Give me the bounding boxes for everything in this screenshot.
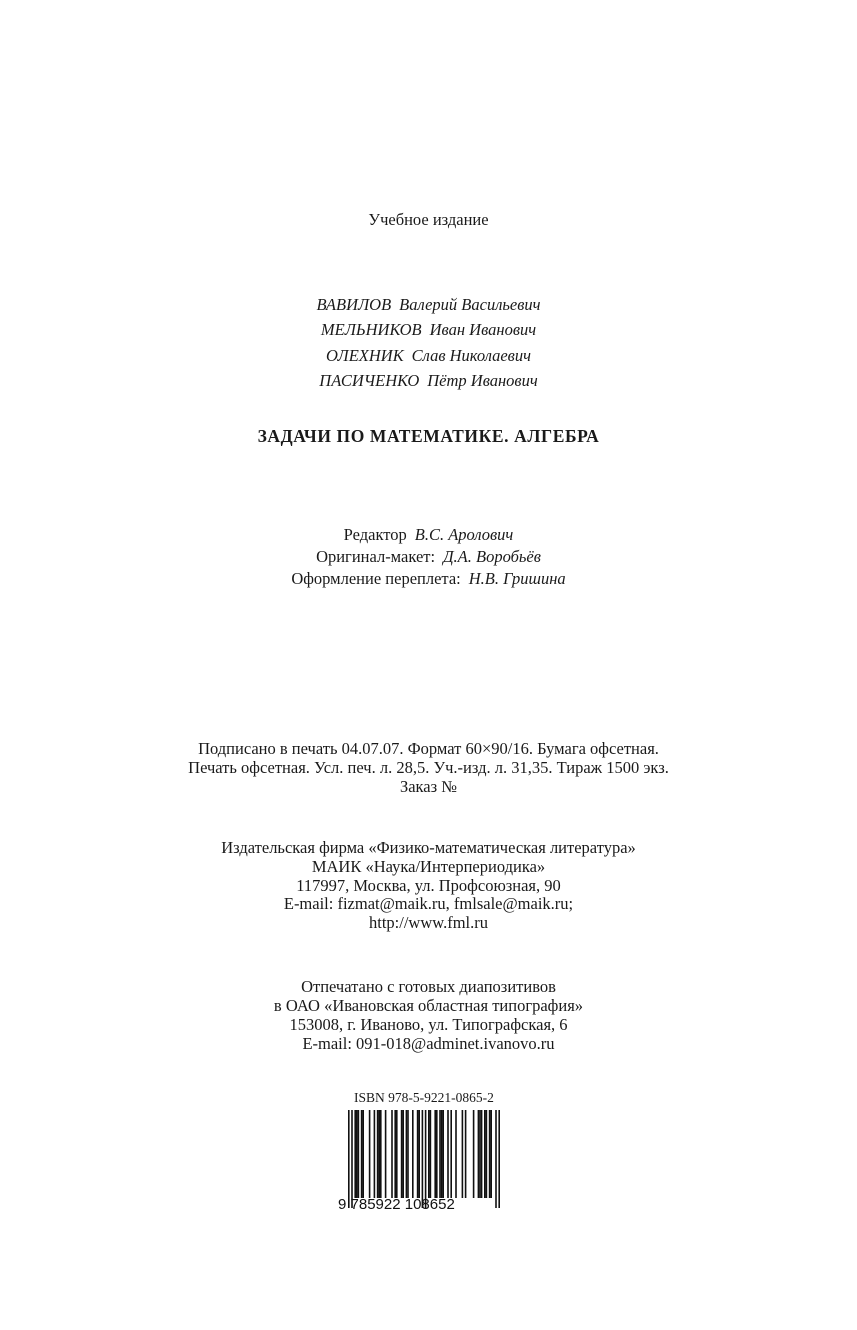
barcode-bar	[495, 1110, 497, 1208]
credit-line	[0, 547, 857, 567]
printer-line: Отпечатано с готовых диапозитивов	[301, 977, 556, 996]
author-name: Валерий Васильевич	[399, 295, 541, 314]
barcode-bar	[417, 1110, 419, 1198]
barcode-bar	[354, 1110, 356, 1198]
barcode-bar	[425, 1110, 427, 1208]
author-line	[0, 371, 857, 391]
printer-line: в ОАО «Ивановская областная типография»	[273, 996, 584, 1015]
barcode-bar	[385, 1110, 387, 1198]
isbn-label: ISBN 978-5-9221-0865-2	[354, 1090, 494, 1105]
author-surname: ОЛЕХНИК	[326, 346, 404, 365]
edition-type: Учебное издание	[368, 210, 489, 229]
barcode-bar	[351, 1110, 353, 1208]
barcode-bar	[362, 1110, 364, 1198]
barcode-bar	[396, 1110, 398, 1198]
barcode-bar	[473, 1110, 475, 1198]
barcode-bar	[428, 1110, 430, 1198]
book-title: ЗАДАЧИ ПО МАТЕМАТИКЕ. АЛГЕБРА	[257, 426, 600, 446]
printer-email: E-mail: 091-018@adminet.ivanovo.ru	[302, 1034, 555, 1053]
credit-role: Оформление переплета:	[291, 569, 461, 588]
credit-person: Д.А. Воробьёв	[443, 547, 541, 566]
barcode-bar	[406, 1110, 408, 1198]
barcode-bar	[439, 1110, 441, 1198]
credit-person: Н.В. Гришина	[468, 569, 566, 588]
print-info-line: Печать офсетная. Усл. печ. л. 28,5. Уч.-изд. л. 31,35. Тираж 1500 экз.	[188, 758, 669, 777]
barcode-bar	[422, 1110, 424, 1208]
barcode-bar	[484, 1110, 486, 1198]
barcode-bar	[394, 1110, 396, 1198]
barcode-bar	[450, 1110, 452, 1198]
author-name: Пётр Иванович	[427, 371, 538, 390]
barcode-bar	[478, 1110, 480, 1198]
barcode-bar	[481, 1110, 483, 1198]
credit-line	[0, 525, 857, 545]
barcode-bar	[378, 1110, 380, 1198]
barcode-bar	[486, 1110, 488, 1198]
barcode-bar	[441, 1110, 443, 1198]
barcode-bar	[402, 1110, 404, 1198]
author-surname: ВАВИЛОВ	[316, 295, 392, 314]
barcode-bar	[391, 1110, 393, 1198]
publisher-address: 117997, Москва, ул. Профсоюзная, 90	[296, 876, 561, 895]
barcode-bar	[442, 1110, 444, 1198]
barcode-bar	[462, 1110, 464, 1198]
barcode-bar	[358, 1110, 360, 1198]
barcode-bar	[377, 1110, 379, 1198]
barcode-bar	[498, 1110, 500, 1208]
barcode-digits: 9 785922 108652	[338, 1196, 455, 1213]
author-name: Слав Николаевич	[411, 346, 531, 365]
barcode-bar	[430, 1110, 432, 1198]
barcode-bar	[447, 1110, 449, 1198]
barcode-bar	[401, 1110, 403, 1198]
barcode-bar	[374, 1110, 376, 1198]
publisher-email: E-mail: fizmat@maik.ru, fmlsale@maik.ru;	[283, 894, 574, 913]
author-line	[0, 295, 857, 315]
credit-role: Оригинал-макет:	[316, 547, 436, 566]
barcode-bar	[418, 1110, 420, 1198]
publisher-line: МАИК «Наука/Интерпериодика»	[311, 857, 546, 876]
author-name: Иван Иванович	[429, 320, 537, 339]
barcode-bar	[369, 1110, 371, 1198]
barcode-bar	[489, 1110, 491, 1198]
barcode-bar	[356, 1110, 358, 1198]
publisher-line: Издательская фирма «Физико-математическая литература»	[221, 838, 636, 857]
barcode-bar	[436, 1110, 438, 1198]
barcode-bar	[407, 1110, 409, 1198]
author-surname: МЕЛЬНИКОВ	[320, 320, 422, 339]
author-line	[0, 346, 857, 366]
barcode-bar	[479, 1110, 481, 1198]
barcode-bar	[455, 1110, 457, 1198]
print-info-line: Подписано в печать 04.07.07. Формат 60×90/16. Бумага офсетная.	[198, 739, 659, 758]
barcode-bar	[361, 1110, 363, 1198]
barcode-bar	[465, 1110, 467, 1198]
barcode-bar	[490, 1110, 492, 1198]
printer-address: 153008, г. Иваново, ул. Типографская, 6	[289, 1015, 568, 1034]
credit-person: В.С. Аролович	[414, 525, 514, 544]
barcode-bar	[348, 1110, 350, 1208]
barcode-bar	[434, 1110, 436, 1198]
author-line	[0, 320, 857, 340]
publisher-website: http://www.fml.ru	[368, 913, 488, 932]
credit-role: Редактор	[343, 525, 407, 544]
credit-line	[0, 569, 857, 589]
order-number-line: Заказ №	[399, 777, 458, 796]
author-surname: ПАСИЧЕНКО	[319, 371, 420, 390]
barcode-bar	[412, 1110, 414, 1198]
barcode-bar	[380, 1110, 382, 1198]
